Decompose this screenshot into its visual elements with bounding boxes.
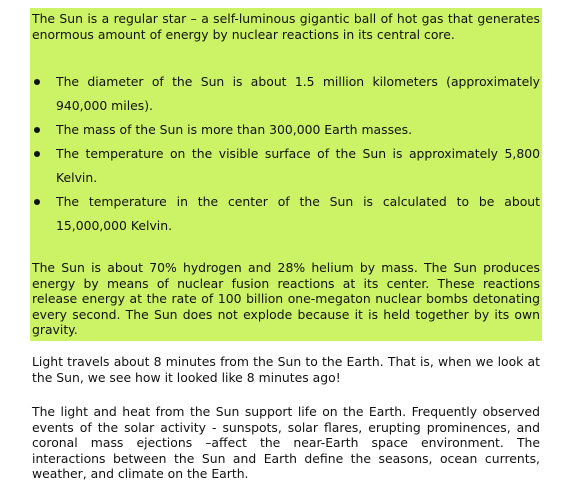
fact-text: The diameter of the Sun is about 1.5 million kilometers (approximately 940,000 miles). <box>56 74 540 113</box>
light-travel-paragraph: Light travels about 8 minutes from the Sun to the Earth. That is, when we look at the Sun, we see how it looked like 8 minutes ago! <box>32 354 540 385</box>
list-item <box>32 142 540 190</box>
fact-text: The temperature on the visible surface of the Sun is approximately 5,800 Kelvin. <box>56 146 540 185</box>
list-item <box>32 190 540 238</box>
intro-paragraph: The Sun is a regular star – a self-luminous gigantic ball of hot gas that generates enormous amount of energy by nuclear reactions in its central core. <box>32 11 540 42</box>
bullet-icon <box>34 199 40 205</box>
bullet-icon <box>34 79 40 85</box>
bullet-icon <box>34 127 40 133</box>
sun-facts-list <box>32 70 540 238</box>
bullet-icon <box>34 151 40 157</box>
life-support-paragraph: The light and heat from the Sun support life on the Earth. Frequently observed events of the solar activity - sunspots, solar flares, erupting prominences, and coronal mass ejections –affect the near-Earth space environment. The interactions between the Sun and Earth define the seasons, ocean currents, weather, and climate on the Earth. <box>32 404 540 481</box>
list-item <box>32 118 540 142</box>
composition-paragraph: The Sun is about 70% hydrogen and 28% helium by mass. The Sun produces energy by means of nuclear fusion reactions at its center. These reactions release energy at the rate of 100 billion one-megaton nuclear bombs detonating every second. The Sun does not explode because it is held together by its own gravity. <box>32 260 540 337</box>
fact-text: The mass of the Sun is more than 300,000 Earth masses. <box>56 122 413 137</box>
list-item <box>32 70 540 118</box>
fact-text: The temperature in the center of the Sun is calculated to be about 15,000,000 Kelvin. <box>56 194 540 233</box>
